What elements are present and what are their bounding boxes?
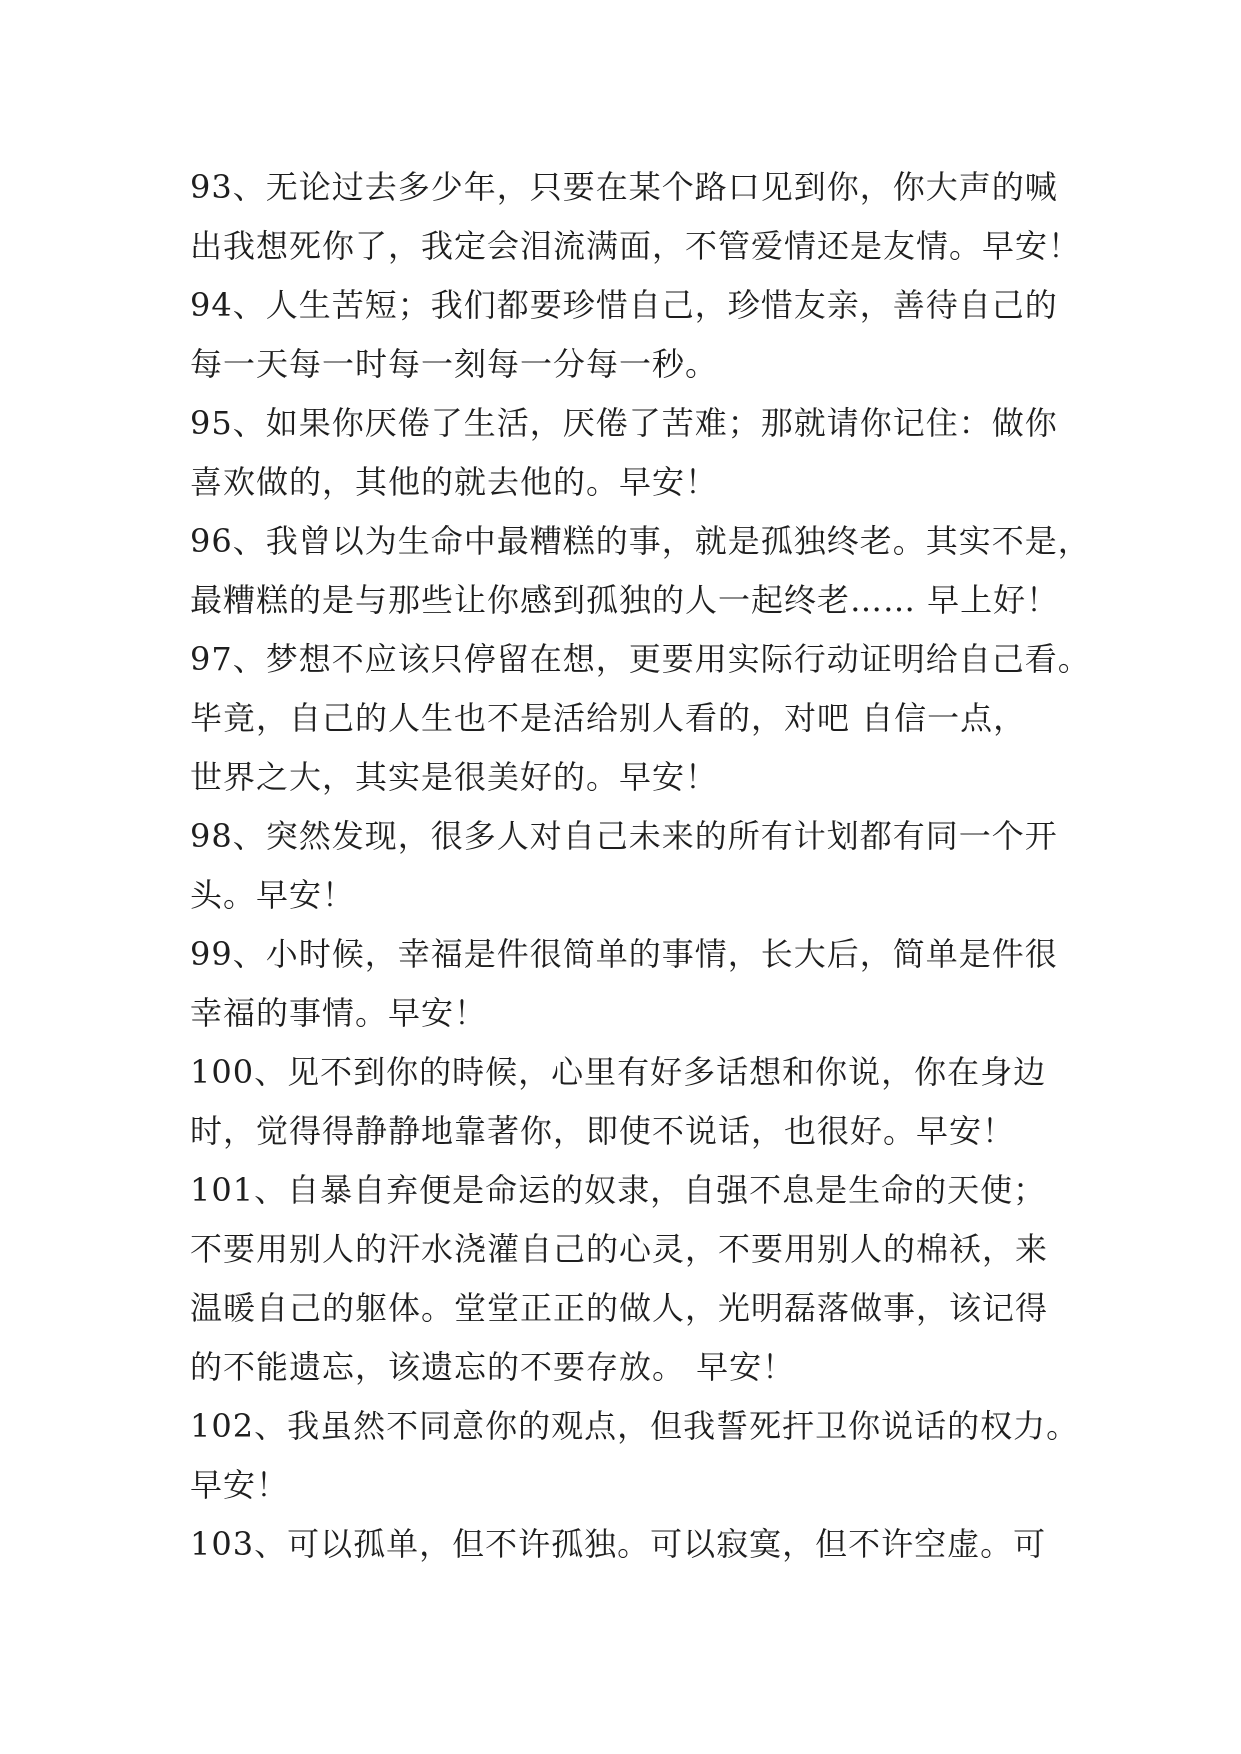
text-line: 温暖自己的躯体。堂堂正正的做人，光明磊落做事，该记得 (190, 1289, 1049, 1327)
text-line: 93、无论过去多少年，只要在某个路口见到你，你大声的喊 (190, 168, 1058, 206)
text-line: 96、我曾以为生命中最糟糕的事，就是孤独终老。其实不是， (190, 522, 1091, 560)
text-line: 的不能遗忘，该遗忘的不要存放。 早安！ (190, 1348, 796, 1386)
body-text (190, 158, 1091, 1574)
text-line: 98、突然发现，很多人对自己未来的所有计划都有同一个开 (190, 817, 1058, 855)
text-line: 毕竟，自己的人生也不是活给别人看的，对吧 自信一点， (190, 699, 1027, 737)
text-line: 101、自暴自弃便是命运的奴隶，自强不息是生命的天使； (190, 1171, 1047, 1209)
text-line: 不要用别人的汗水浇灌自己的心灵，不要用别人的棉袄，来 (190, 1230, 1049, 1268)
text-line: 100、见不到你的時候，心里有好多话想和你说，你在身边 (190, 1053, 1047, 1091)
text-line: 早安！ (190, 1466, 290, 1504)
text-line: 喜欢做的，其他的就去他的。早安！ (190, 463, 719, 501)
text-line: 时，觉得得静静地靠著你，即使不说话，也很好。早安！ (190, 1112, 1016, 1150)
text-line: 95、如果你厌倦了生活，厌倦了苦难；那就请你记住：做你 (190, 404, 1058, 442)
text-line: 97、梦想不应该只停留在想，更要用实际行动证明给自己看。 (190, 640, 1091, 678)
text-line: 出我想死你了，我定会泪流满面，不管爱情还是友情。早安！ (190, 227, 1082, 265)
text-line: 94、人生苦短；我们都要珍惜自己，珍惜友亲，善待自己的 (190, 286, 1058, 324)
text-line: 头。早安！ (190, 876, 356, 914)
text-line: 幸福的事情。早安！ (190, 994, 488, 1032)
text-line: 102、我虽然不同意你的观点，但我誓死扞卫你说话的权力。 (190, 1407, 1080, 1445)
text-line: 99、小时候，幸福是件很简单的事情，长大后，简单是件很 (190, 935, 1058, 973)
text-line: 最糟糕的是与那些让你感到孤独的人一起终老…… 早上好！ (190, 581, 1060, 619)
text-line: 103、可以孤单，但不许孤独。可以寂寞，但不许空虚。可 (190, 1525, 1047, 1563)
text-line: 世界之大，其实是很美好的。早安！ (190, 758, 719, 796)
text-line: 每一天每一时每一刻每一分每一秒。 (190, 345, 719, 383)
